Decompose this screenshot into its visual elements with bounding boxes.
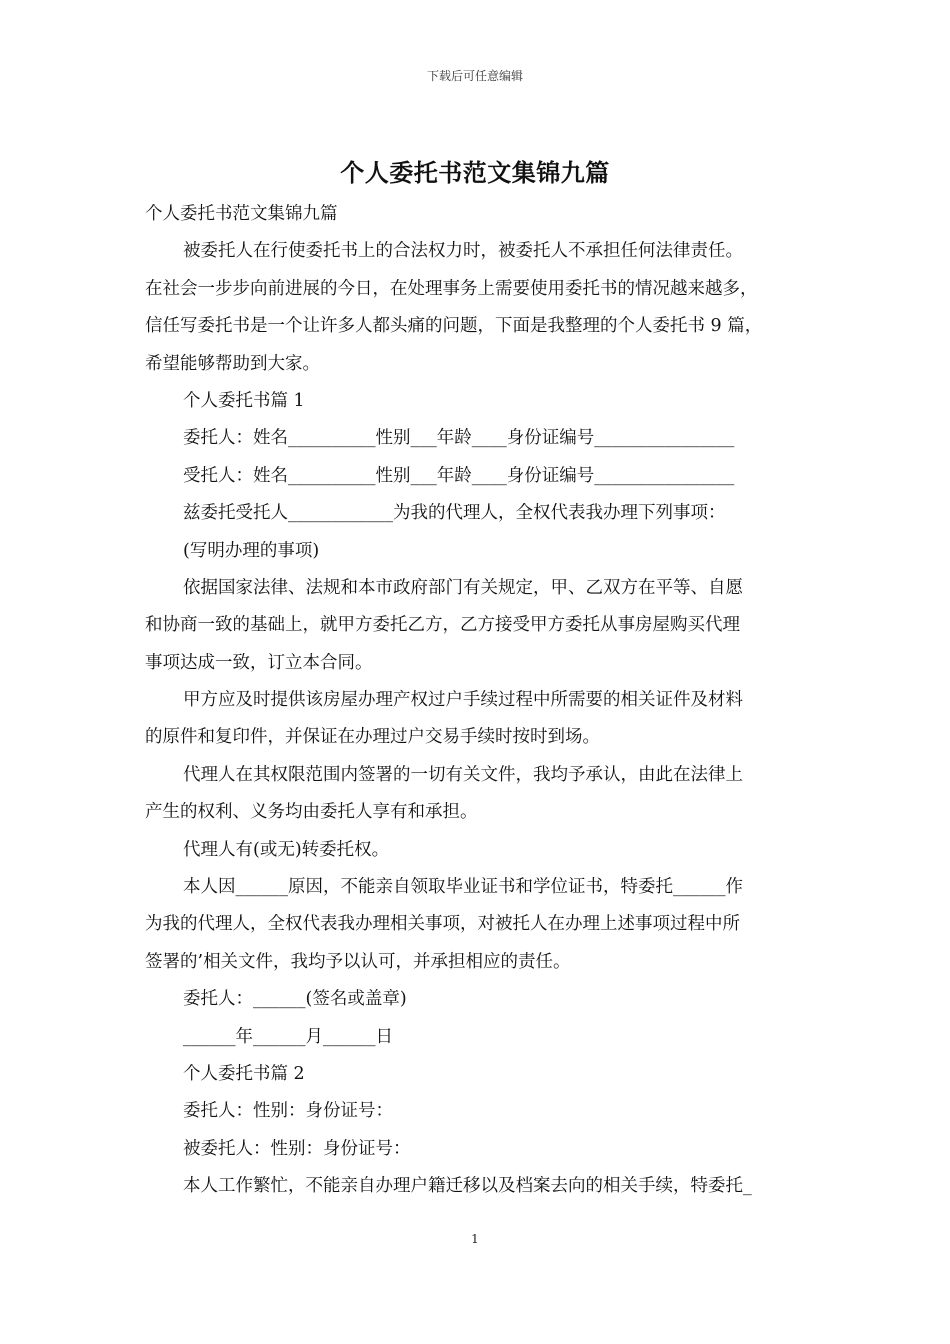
text-line: 在社会一步步向前进展的今日，在处理事务上需要使用委托书的情况越来越多， <box>145 278 758 299</box>
text-line: 希望能够帮助到大家。 <box>145 353 320 374</box>
section-heading: 个人委托书篇 1 <box>183 390 305 411</box>
text-line: 信任写委托书是一个让许多人都头痛的问题，下面是我整理的个人委托书 9 篇， <box>145 316 763 337</box>
text-line: (写明办理的事项) <box>183 540 320 561</box>
text-line: 甲方应及时提供该房屋办理产权过户手续过程中所需要的相关证件及材料 <box>183 690 743 711</box>
document-body <box>145 196 810 1206</box>
text-line: 个人委托书范文集锦九篇 <box>145 204 338 224</box>
text-line: 和协商一致的基础上，就甲方委托乙方，乙方接受甲方委托从事房屋购买代理 <box>145 615 740 636</box>
text-line: 事项达成一致，订立本合同。 <box>145 652 373 673</box>
document-title: 个人委托书范文集锦九篇 <box>340 158 610 187</box>
text-line: 委托人：姓名__________性别___年龄____身份证编号________________ <box>183 428 735 449</box>
text-line: 兹委托受托人____________为我的代理人，全权代表我办理下列事项： <box>183 503 726 524</box>
text-line: 被委托人在行使委托书上的合法权力时，被委托人不承担任何法律责任。 <box>183 241 743 262</box>
text-line: 代理人有(或无)转委托权。 <box>183 839 390 860</box>
text-line: 本人工作繁忙，不能亲自办理户籍迁移以及档案去向的相关手续，特委托_ <box>183 1176 752 1197</box>
text-line: 为我的代理人，全权代表我办理相关事项，对被托人在办理上述事项过程中所 <box>145 914 740 935</box>
section-heading: 个人委托书篇 2 <box>183 1063 305 1084</box>
text-line: 被委托人：性别：身份证号： <box>183 1138 411 1159</box>
text-line: 签署的’相关文件，我均予以认可，并承担相应的责任。 <box>145 951 571 972</box>
text-line: 本人因______原因，不能亲自领取毕业证书和学位证书，特委托______作 <box>183 877 743 898</box>
text-line: 受托人：姓名__________性别___年龄____身份证编号________________ <box>183 465 735 486</box>
text-line: 代理人在其权限范围内签署的一切有关文件，我均予承认，由此在法律上 <box>183 764 743 785</box>
text-line: 委托人：性别：身份证号： <box>183 1101 393 1122</box>
page-number: 1 <box>471 1232 479 1246</box>
text-line: 产生的权利、义务均由委托人享有和承担。 <box>145 802 478 823</box>
text-line: 的原件和复印件，并保证在办理过户交易手续时按时到场。 <box>145 727 600 748</box>
text-line: ______年______月______日 <box>183 1026 393 1047</box>
header-note: 下载后可任意编辑 <box>426 69 523 83</box>
text-line: 依据国家法律、法规和本市政府部门有关规定，甲、乙双方在平等、自愿 <box>183 577 743 598</box>
text-line: 委托人：______(签名或盖章) <box>183 989 407 1010</box>
